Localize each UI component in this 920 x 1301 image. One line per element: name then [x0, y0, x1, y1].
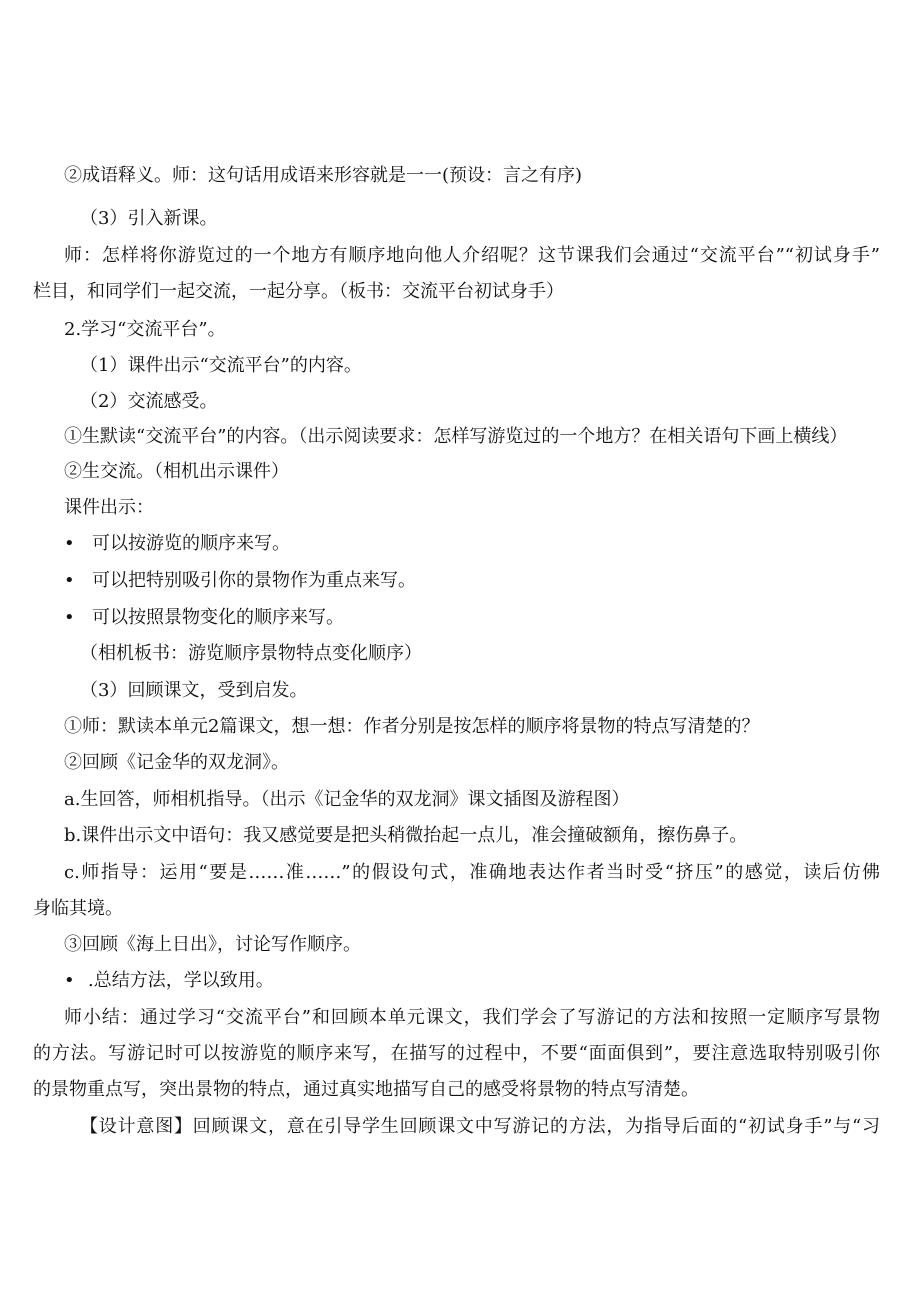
review-sunrise-line: ③回顾《海上日出》，讨论写作顺序。 [64, 934, 361, 955]
students-exchange-line: ②生交流。（相机出示课件） [64, 461, 289, 482]
exchange-feelings-line: （2）交流感受。 [80, 391, 218, 412]
student-answer-line: a.生回答，师相机指导。（出示《记金华的双龙洞》课文插图及游程图） [64, 789, 630, 810]
summary-line-2: 的方法。写游记时可以按游览的顺序来写，在描写的过程中，不要“面面俱到”，要注意选取特别吸引你 [33, 1043, 880, 1064]
list-item: 可以按照景物变化的顺序来写。 [92, 607, 344, 628]
list-item: 可以把特别吸引你的景物作为重点来写。 [92, 570, 416, 591]
teacher-question-line-1: 师：怎样将你游览过的一个地方有顺序地向他人介绍呢？这节课我们会通过“交流平台”“初试身手” [64, 245, 880, 266]
teacher-read-line: ①师：默读本单元2篇课文，想一想：作者分别是按怎样的顺序将景物的特点写清楚的？ [64, 716, 760, 737]
list-item: .总结方法，学以致用。 [88, 970, 274, 991]
intro-new-lesson-heading: （3）引入新课。 [80, 208, 218, 229]
idiom-explanation-line: ②成语释义。师：这句话用成语来形容就是一一(预设：言之有序) [64, 165, 583, 186]
bullet-icon: • [64, 607, 75, 628]
courseware-heading: 课件出示： [64, 497, 154, 518]
bullet-icon: • [64, 570, 75, 591]
list-item: 可以按游览的顺序来写。 [92, 533, 290, 554]
teacher-question-line-2: 栏目，和同学们一起交流，一起分享。（板书：交流平台初试身手） [33, 281, 564, 302]
courseware-show-line: （1）课件出示“交流平台”的内容。 [80, 355, 362, 376]
review-lesson-heading: （3）回顾课文，受到启发。 [80, 680, 308, 701]
section-2-heading: 2.学习“交流平台”。 [64, 319, 226, 340]
teacher-guide-line-2: 身临其境。 [33, 898, 123, 919]
courseware-quote-line: b.课件出示文中语句：我又感觉要是把头稍微抬起一点儿，准会撞破额角，擦伤鼻子。 [64, 825, 748, 846]
bullet-icon: • [64, 970, 75, 991]
teacher-guide-line-1: c.师指导：运用“要是……准……”的假设句式，准确地表达作者当时受“挤压”的感觉，读后仿佛 [64, 862, 880, 883]
design-intent-line: 【设计意图】回顾课文，意在引导学生回顾课文中写游记的方法，为指导后面的“初试身手”与“习 [80, 1116, 880, 1137]
summary-line-3: 的景物重点写，突出景物的特点，通过真实地描写自己的感受将景物的特点写清楚。 [33, 1079, 699, 1100]
silent-reading-line: ①生默读“交流平台”的内容。（出示阅读要求：怎样写游览过的一个地方？在相关语句下画上横线） [64, 426, 848, 447]
review-shuanglong-line: ②回顾《记金华的双龙洞》。 [64, 752, 289, 773]
summary-line-1: 师小结：通过学习“交流平台”和回顾本单元课文，我们学会了写游记的方法和按照一定顺序写景物 [64, 1007, 880, 1028]
bullet-icon: • [64, 533, 75, 554]
board-writing-line: （相机板书：游览顺序景物特点变化顺序） [80, 643, 422, 664]
